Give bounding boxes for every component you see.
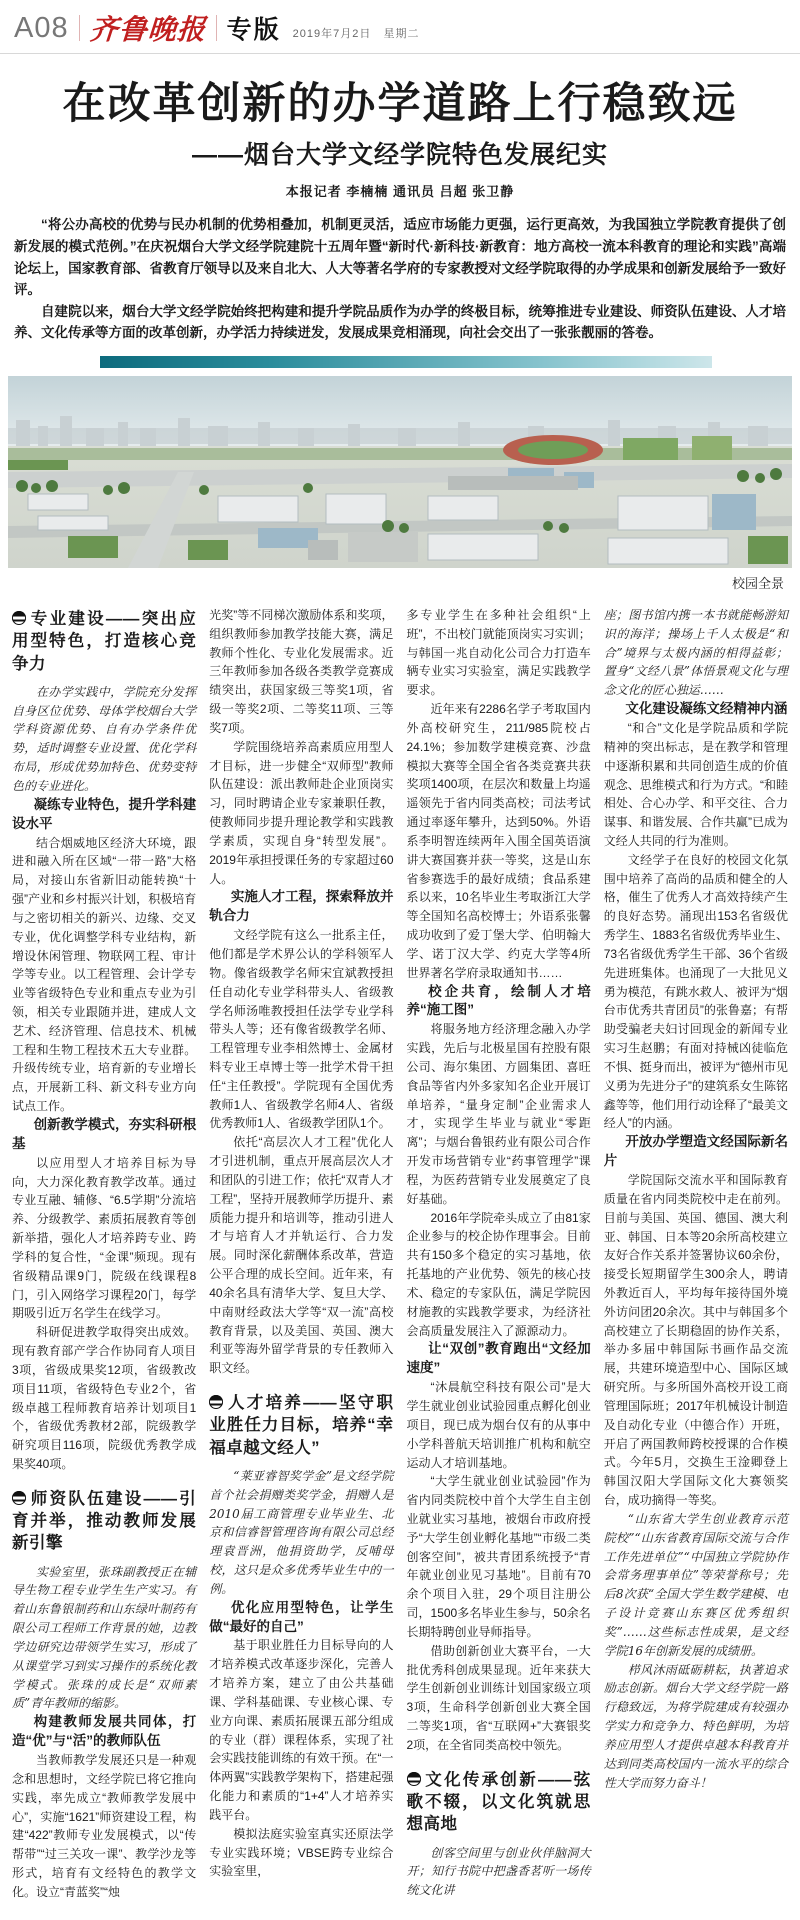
section-heading: 文化传承创新——弦歌不辍，以文化筑就思想高地 [406, 1770, 591, 1834]
dateline [293, 25, 420, 41]
body-paragraph: 近年来有2286名学子考取国内外高校研究生，211/985院校占24.1%；参加数学建模竞赛、沙盘模拟大赛等全国全省各类竞赛共获奖项1400项，在层次和数量上均遥遥领先于省内同类高校；司法考试通过率逐年攀升，达到50%。外语系李明智连续两年入围全国英语演讲大赛国赛并获一等奖，这是山东省参赛选手的最好成绩；食品系建系以来，10名毕业生考取浙江大学等全国知名高校博士；外语系张馨成功收到了爱丁堡大学、伯明翰大学、诺丁汉大学、约克大学等4所世界著名学府录取通知书…… [406, 702, 591, 980]
article-column [407, 606, 591, 1902]
body-paragraph: “和合”文化是学院品质和学院精神的突出标志，是在教学和管理中逐渐积累和共同创造生成的价值观念、思维模式和行为方式。“和睦相处、合心办学、和平交往、合力谋事、和谐发展、合作共赢”已成为文经人共同的行为准则。 [603, 721, 788, 848]
page-header [0, 0, 800, 54]
sub-heading: 构建教师发展共同体，打造“优”与“活”的教师队伍 [12, 1714, 197, 1749]
sub-heading: 创新教学模式，夯实科研根基 [12, 1116, 197, 1151]
edition-label: 专版 [226, 16, 281, 44]
body-paragraph: 学院国际交流水平和国际教育质量在省内同类院校中走在前列。目前与美国、英国、德国、澳大利亚、韩国、日本等20余所高校建立友好合作关系并签署协议60余份，接受长短期留学生300余人，聘请外教近百人，平均每年接待国外境外访问团20余次。其中与韩国多个高校建立了长期稳固的协作关系，举办多届中韩国际书画作品交流展，共建环境造型中心、国际区域研究所。与多所国外高校开设工商管理国际班；2017年机械设计制造及自动化专业（中德合作）开班，开启了两国教师跨校授课的合作模式。今年5月，交换生王淦卿登上韩国汉阳大学国际文化大赛领奖台，成功摘得一等奖。 [603, 1173, 788, 1508]
article-column [604, 606, 788, 1902]
section-heading: 师资队伍建设——引育并举，推动教师发展新引擎 [12, 1489, 197, 1553]
body-paragraph: 科研促进教学取得突出成效。现有教育部产学合作协同育人项目3项，省级成果奖12项，省级教改项目11项，省级特色专业2个，省级卓越工程师教育培养计划项目1个，省级优秀教材2部，院级教学研究项目116项，院级优秀教学成果奖40项。 [12, 1325, 197, 1471]
body-paragraph: 学院围绕培养高素质应用型人才目标，进一步健全“双师型”教师队伍建设：派出教师赴企业顶岗实习，同时聘请企业专家兼职任教，使教师同步提升理论教学和实践教学素质，实现自身“转型发展”。2019年承担授课任务的专家超过60人。 [209, 739, 394, 886]
intro-paragraph: 自建院以来，烟台大学文经学院始终把构建和提升学院品质作为办学的终极目标，统筹推进专业建设、师资队伍建设、人才培养、文化传承等方面的改革创新，办学活力持续迸发，发展成果竞相涌现，向社会交出了一张张靓丽的答卷。 [14, 303, 786, 341]
sub-headline: ——烟台大学文经学院特色发展纪实 [191, 141, 608, 170]
sub-heading: 让“双创”教育跑出“文经加速度” [406, 1341, 591, 1376]
page-number: A08 [14, 11, 69, 44]
header-divider [79, 15, 80, 41]
main-headline: 在改革创新的办学道路上行稳致远 [62, 80, 738, 128]
sub-heading: 实施人才工程，探索释放并轨合力 [209, 889, 394, 924]
lead-paragraph: 在办学实践中，学院充分发挥自身区位优势、母体学校烟台大学学科资源优势、自有办学条件优势，适时调整专业设置、优化学科布局，形成优势加特色、优势变特色的专业进化。 [12, 684, 197, 793]
section-bullet-icon [407, 1772, 421, 1786]
lead-paragraph: “莱亚睿智奖学金”是文经学院首个社会捐赠类奖学金，捐赠人是2010届工商管理专业毕业生、北京和信睿智管理咨询有限公司总经理袁晋洲，他捐资助学，反哺母校，这只是众多优秀毕业生中的一例。 [209, 1468, 394, 1596]
sub-heading: 文化建设凝练文经精神内涵 [625, 701, 788, 717]
article-column [12, 606, 196, 1902]
body-paragraph-continued: 光奖”等不同梯次激励体系和奖项，组织教师参加教学技能大赛，满足教师个性化、专业化发展需求。近三年教师参加各级各类教学竞赛成绩突出，获国家级三等奖1项，省级一等奖2项、二等奖11项、三等奖7项。 [209, 608, 394, 735]
section-bullet-icon [209, 1395, 223, 1409]
photo-caption: 校园全景 [731, 576, 784, 591]
section-heading: 人才培养——坚守职业胜任力目标，培养“幸福卓越文经人” [209, 1394, 394, 1457]
body-paragraph: 2016年学院牵头成立了由81家企业参与的校企协作理事会。目前共有150多个稳定的实习基地，依托基地的产业优势、领先的核心技术、稳定的专家队伍，满足学院因材施教的实践教学要求，为经济社会高质量发展注入了源源动力。 [406, 1210, 591, 1338]
sub-heading: 开放办学塑造文经国际新名片 [603, 1134, 788, 1169]
body-paragraph: 结合烟威地区经济大环境，跟进和融入所在区域“一带一路”大格局，对接山东省新旧动能转换“十强”产业和乡村振兴计划，积极培育与之密切相关的新兴、边缘、交叉专业，优化调整学科专业结构，新增设休闲管理、物联网工程、审计学等专业。以工程管理、会计学专业等省级特色专业和重点专业为引领，相关专业跟随并进，建成人文艺术、经济管理、信息技术、机械工程和生物工程技术五大专业群。升级传统专业，培育新的专业增长点，开展新工科、新文科专业方向试点工作。 [12, 835, 197, 1114]
body-paragraph: 将服务地方经济理念融入办学实践，先后与北极星国有控股有限公司、海尔集团、方圆集团、喜旺食品等省内外多家知名企业开展订单培养，“量身定制”企业需求人才，实现学生毕业与就业“零距离”；与烟台鲁银药业有限公司合作开发市场营销专业“药事管理学”课程，为医药营销专业发展奠定了良好基础。 [406, 1022, 591, 1206]
date-text: 2019年7月2日 [292, 28, 372, 40]
body-paragraph: 文经学子在良好的校园文化氛围中培养了高尚的品质和健全的人格，催生了优秀人才高效持续产生的良好态势。涌现出153名省级优秀学生、1883名省级优秀毕业生、73名省级优秀学生干部、36个省级先进班集体。也涌现了一大批见义勇为模范，有跳水救人、被评为“烟台市优秀共青团员”的张鲁嘉；有帮助受骗老夫妇讨回现金的新闻专业实习生赵鹏；有面对持械凶徒临危不惧、挺身而出，被评为“德州市见义勇为先进分子”的建筑系女生陈铭鑫等等，他们用行动诠释了“最美文经人”的内涵。 [603, 852, 788, 1131]
body-paragraph: 依托“高层次人才工程”优化人才引进机制，重点开展高层次人才和团队的引进工作；依托“双青人才工程”，坚持开展教师学历提升、素质能力提升和培训等，推动引进人才与培育人才并轨运行、合力发展。同时深化薪酬体系改革，营造公平合理的成长空间。近年来，有40余名具有清华大学、复旦大学、中南财经政法大学等“双一流”高校教育背景，以及美国、英国、澳大利亚等海外留学背景的专任教师入职文经。 [209, 1135, 394, 1376]
weekday-text: 星期二 [383, 28, 420, 40]
article-column [209, 606, 393, 1902]
body-paragraph: 借助创新创业大赛平台，一大批优秀科创成果显现。近年来获大学生创新创业训练计划国家级立项3项，生命科学创新创业大赛全国二等奖1项，省“互联网+”大赛银奖2项，在全省同类高校中领先。 [406, 1643, 591, 1752]
sub-heading: 优化应用型特色，让学生做“最好的自己” [209, 1599, 394, 1634]
body-paragraph: 文经学院有这么一批系主任，他们都是学术界公认的学科领军人物。像省级教学名师宋宜斌教授担任自动化专业学科带头人、省级教学名师汤唯教授担任法学专业学科带头人等；还有像省级教学名师、工程管理专业李相然博士、金属材料专业王卓博士等一批学术骨干担任“主任教授”。学院现有全国优秀教师1人、省级教学名师4人、省级优秀教师1人、省级教学团队1个。 [209, 928, 394, 1131]
section-bullet-icon [12, 611, 26, 625]
sub-heading: 凝练专业特色，提升学科建设水平 [12, 796, 197, 831]
lead-paragraph: 实验室里，张珠副教授正在辅导生物工程专业学生生产实习。有着山东鲁银制药和山东绿叶制药有限公司工程师工作背景的她，边教学边研究边带领学生实习，形成了从课堂学习到实习操作的系统化教学模式。张珠的成长是“双师素质”青年教师的缩影。 [12, 1564, 197, 1711]
section-bullet-icon [12, 1491, 26, 1505]
intro-paragraph: “将公办高校的优势与民办机制的优势相叠加，机制更灵活，适应市场能力更强，运行更高效，为我国独立学院教育提供了创新发展的模式范例。”在庆祝烟台大学文经学院建院十五周年暨“新时代·新科技·新教育：地方高校一流本科教育的理论和实践”高端论坛上，国家教育部、省教育厅领导以及来自北大、人大等著名学府的专家教授对文经学院取得的办学成果和创新发展给予一致好评。 [14, 217, 786, 298]
teal-gradient-rule [100, 356, 712, 368]
lead-paragraph: “山东省大学生创业教育示范院校”“山东省教育国际交流与合作工作先进单位”“中国独立学院协作会常务理事单位”等荣誉称号；先后8次获“全国大学生数学建模、电子设计竞赛山东赛区优秀组织奖”……这些标志性成果，是文经学院16年创新发展的成绩册。 [603, 1511, 788, 1658]
lead-paragraph: 栉风沐雨砥砺耕耘，执著追求励志创新。烟台大学文经学院一路行稳致远，为将学院建成有较强办学实力和竞争力、特色鲜明，为培养应用型人才提供卓越本科教育并达到同类高校国内一流水平的综合性大学而努力奋斗！ [603, 1662, 788, 1790]
body-paragraph: 模拟法庭实验室真实还原法学专业实践环境；VBSE跨专业综合实验室里， [209, 1826, 394, 1879]
lead-paragraph-continued: 座；图书馆内携一本书就能畅游知识的海洋；操场上千人太极是“和合”境界与太极内涵的相得益彰；置身“文经八景”体悟景观文化与理念文化的匠心独运…… [603, 608, 788, 698]
masthead-logo: 齐鲁晚报 [88, 13, 207, 46]
body-paragraph: “沐晨航空科技有限公司”是大学生就业创业试验园重点孵化创业项目，现已成为烟台仅有的从事中小学科普航天培训推广机构和航空运动人才培训基地。 [406, 1380, 591, 1470]
byline: 本报记者 李楠楠 通讯员 吕超 张卫静 [285, 184, 515, 200]
body-paragraph: 基于职业胜任力目标导向的人才培养模式改革逐步深化，完善人才培养方案，建立了由公共基础课、学科基础课、专业核心课、专业方向课、素质拓展课五部分组成的专业（群）课程体系，实现了社会实践技能训练的有效干预。在“一体两翼”实践教学架构下，搭建起强化能力和素质的“1+4”人才培养实践平台。 [209, 1638, 394, 1822]
intro-block [0, 214, 800, 344]
section-heading: 专业建设——突出应用型特色，打造核心竞争力 [12, 610, 197, 673]
header-divider [216, 15, 217, 41]
sub-heading: 校企共育，绘制人才培养“施工图” [406, 983, 591, 1018]
body-paragraph: 以应用型人才培养目标为导向，大力深化教育教学改革。通过专业互融、辅修、“6.5学期”分流培养、分级教学、素质拓展教育等创新举措，强化人才培养跨专业、跨学科的复合性，“金课”频现。现有省级精品课9门，院级在线课程8门，引入网络学习课程20门，每学期吸引近万名学生在线学习。 [12, 1155, 197, 1321]
article-columns [0, 600, 800, 1920]
body-paragraph: “大学生就业创业试验园”作为省内同类院校中首个大学生自主创业就业实习基地，被烟台市政府授予“大学生创业孵化基地”“市级二类创客空间”，被共青团系统授予“青年就业创业见习基地”。目前有70余个项目入驻，29个项目注册公司，1500多名毕业生参与，50余名长期特聘创业导师指导。 [406, 1474, 591, 1639]
campus-aerial-photo [8, 376, 792, 568]
body-paragraph: 当教师教学发展还只是一种观念和思想时，文经学院已将它推向实践，率先成立“教师教学发展中心”，实施“1621”师资建设工程，构建“422”教师专业发展模式，以“传帮带”“过三关攻一课”、教学沙龙等形式，培育有文经特色的教学文化。设立“青蓝奖”“烛 [12, 1753, 197, 1899]
lead-paragraph: 创客空间里与创业伙伴脑洞大开；知行书院中把盏香茗听一场传统文化讲 [406, 1845, 591, 1898]
body-paragraph-continued: 多专业学生在多种社会组织“上班”，不出校门就能顶岗实习实训；与韩国一兆自动化公司合力打造车辆专业实习实验室，满足实践教学要求。 [406, 608, 591, 698]
